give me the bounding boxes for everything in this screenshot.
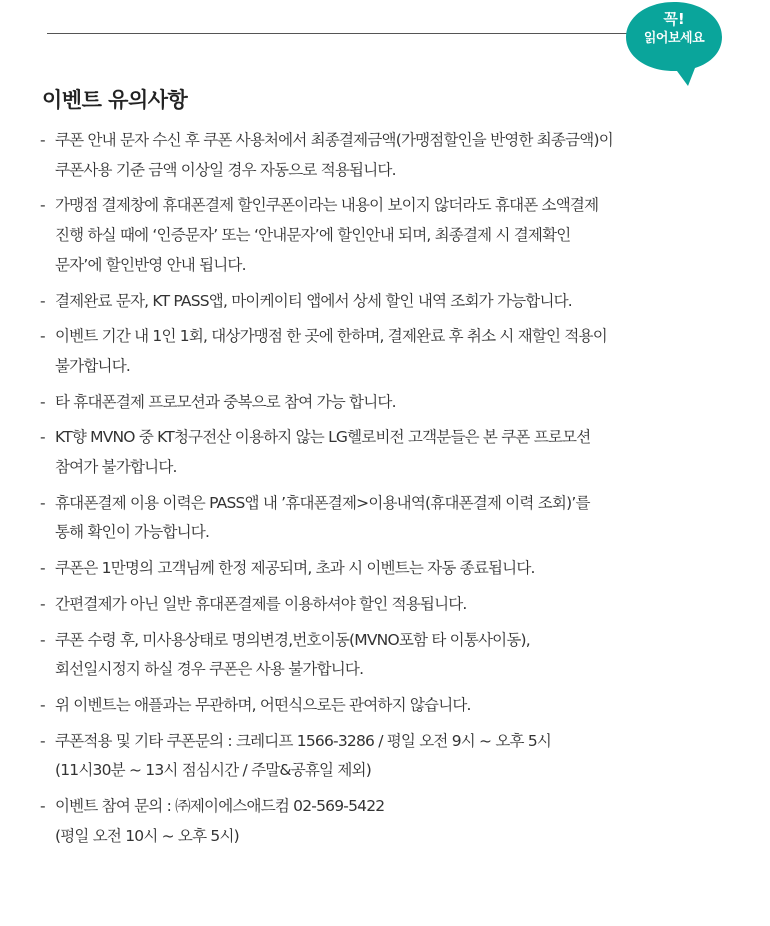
bullet-dash: - bbox=[40, 594, 45, 613]
notice-item bbox=[40, 191, 760, 280]
notice-item bbox=[40, 727, 760, 786]
notice-text-line: 간편결제가 아닌 일반 휴대폰결제를 이용하셔야 할인 적용됩니다. bbox=[55, 594, 467, 613]
notice-text-line: 쿠폰사용 기준 금액 이상일 경우 자동으로 적용됩니다. bbox=[55, 160, 396, 179]
bullet-dash: - bbox=[40, 392, 45, 411]
notice-text-line: 이벤트 참여 문의 : ㈜제이에스애드컴 02-569-5422 bbox=[55, 797, 385, 816]
must-read-badge bbox=[622, 0, 726, 92]
notice-text-line: 쿠폰은 1만명의 고객님께 한정 제공되며, 초과 시 이벤트는 자동 종료됩니다. bbox=[55, 559, 535, 578]
bullet-dash: - bbox=[40, 131, 45, 149]
notice-text-line: 타 휴대폰결제 프로모션과 중복으로 참여 가능 합니다. bbox=[55, 392, 396, 411]
notice-text-line: 결제완료 문자, KT PASS앱, 마이케이티 앱에서 상세 할인 내역 조회가 가능합니다. bbox=[55, 291, 572, 310]
notice-text-line: 위 이벤트는 애플과는 무관하며, 어떤식으로든 관여하지 않습니다. bbox=[55, 695, 471, 714]
notice-text-line: KT향 MVNO 중 KT청구전산 이용하지 않는 LG헬로비전 고객분들은 본 쿠폰 프로모션 bbox=[55, 428, 591, 447]
notice-text-line: (11시30분 ~ 13시 점심시간 / 주말&공휴일 제외) bbox=[55, 761, 371, 780]
section-title: 이벤트 유의사항 bbox=[42, 88, 188, 112]
bullet-dash: - bbox=[40, 327, 45, 346]
bullet-dash: - bbox=[40, 428, 45, 447]
notice-item bbox=[40, 322, 760, 381]
notice-text-line: 회선일시정지 하실 경우 쿠폰은 사용 불가합니다. bbox=[55, 660, 364, 679]
notice-item bbox=[40, 691, 760, 721]
notice-text-line: 휴대폰결제 이용 이력은 PASS앱 내 ’휴대폰결제>이용내역(휴대폰결제 이력 조회)’를 bbox=[55, 493, 590, 512]
notice-text-line: 쿠폰 안내 문자 수신 후 쿠폰 사용처에서 최종결제금액(가맹점할인을 반영한 최종금액)이 bbox=[55, 131, 613, 149]
notice-text-line: 진행 하실 때에 ‘인증문자’ 또는 ‘안내문자’에 할인안내 되며, 최종결제 시 결제확인 bbox=[55, 226, 571, 245]
notice-text-line: (평일 오전 10시 ~ 오후 5시) bbox=[55, 826, 239, 845]
badge-line-must: 꼭! bbox=[663, 10, 685, 28]
notice-text-line: 통해 확인이 가능합니다. bbox=[55, 523, 210, 542]
notice-item bbox=[40, 287, 760, 317]
notice-list bbox=[40, 126, 760, 857]
top-divider bbox=[47, 33, 647, 34]
notice-item bbox=[40, 792, 760, 851]
notice-item bbox=[40, 388, 760, 418]
notice-item bbox=[40, 423, 760, 482]
bullet-dash: - bbox=[40, 630, 45, 649]
notice-text-line: 문자’에 할인반영 안내 됩니다. bbox=[55, 255, 246, 274]
notice-item bbox=[40, 554, 760, 584]
bullet-dash: - bbox=[40, 731, 45, 750]
notice-text-line: 쿠폰적용 및 기타 쿠폰문의 : 크레디프 1566-3286 / 평일 오전 9시 ~ 오후 5시 bbox=[55, 731, 552, 750]
notice-text-line: 가맹점 결제창에 휴대폰결제 할인쿠폰이라는 내용이 보이지 않더라도 휴대폰 소액결제 bbox=[55, 196, 599, 215]
notice-text-line: 쿠폰 수령 후, 미사용상태로 명의변경,번호이동(MVNO포함 타 이통사이동), bbox=[55, 630, 530, 649]
notice-text-line: 이벤트 기간 내 1인 1회, 대상가맹점 한 곳에 한하며, 결제완료 후 취소 시 재할인 적용이 bbox=[55, 327, 607, 346]
bullet-dash: - bbox=[40, 695, 45, 714]
notice-item bbox=[40, 489, 760, 548]
notice-text-line: 참여가 불가합니다. bbox=[55, 458, 177, 477]
bullet-dash: - bbox=[40, 291, 45, 310]
bullet-dash: - bbox=[40, 196, 45, 215]
bullet-dash: - bbox=[40, 797, 45, 816]
badge-line-read: 읽어보세요 bbox=[643, 31, 705, 46]
notice-item bbox=[40, 626, 760, 685]
notice-item bbox=[40, 126, 760, 185]
bullet-dash: - bbox=[40, 559, 45, 578]
bullet-dash: - bbox=[40, 493, 45, 512]
badge-text bbox=[622, 10, 726, 48]
notice-text-line: 불가합니다. bbox=[55, 356, 130, 375]
notice-item bbox=[40, 590, 760, 620]
